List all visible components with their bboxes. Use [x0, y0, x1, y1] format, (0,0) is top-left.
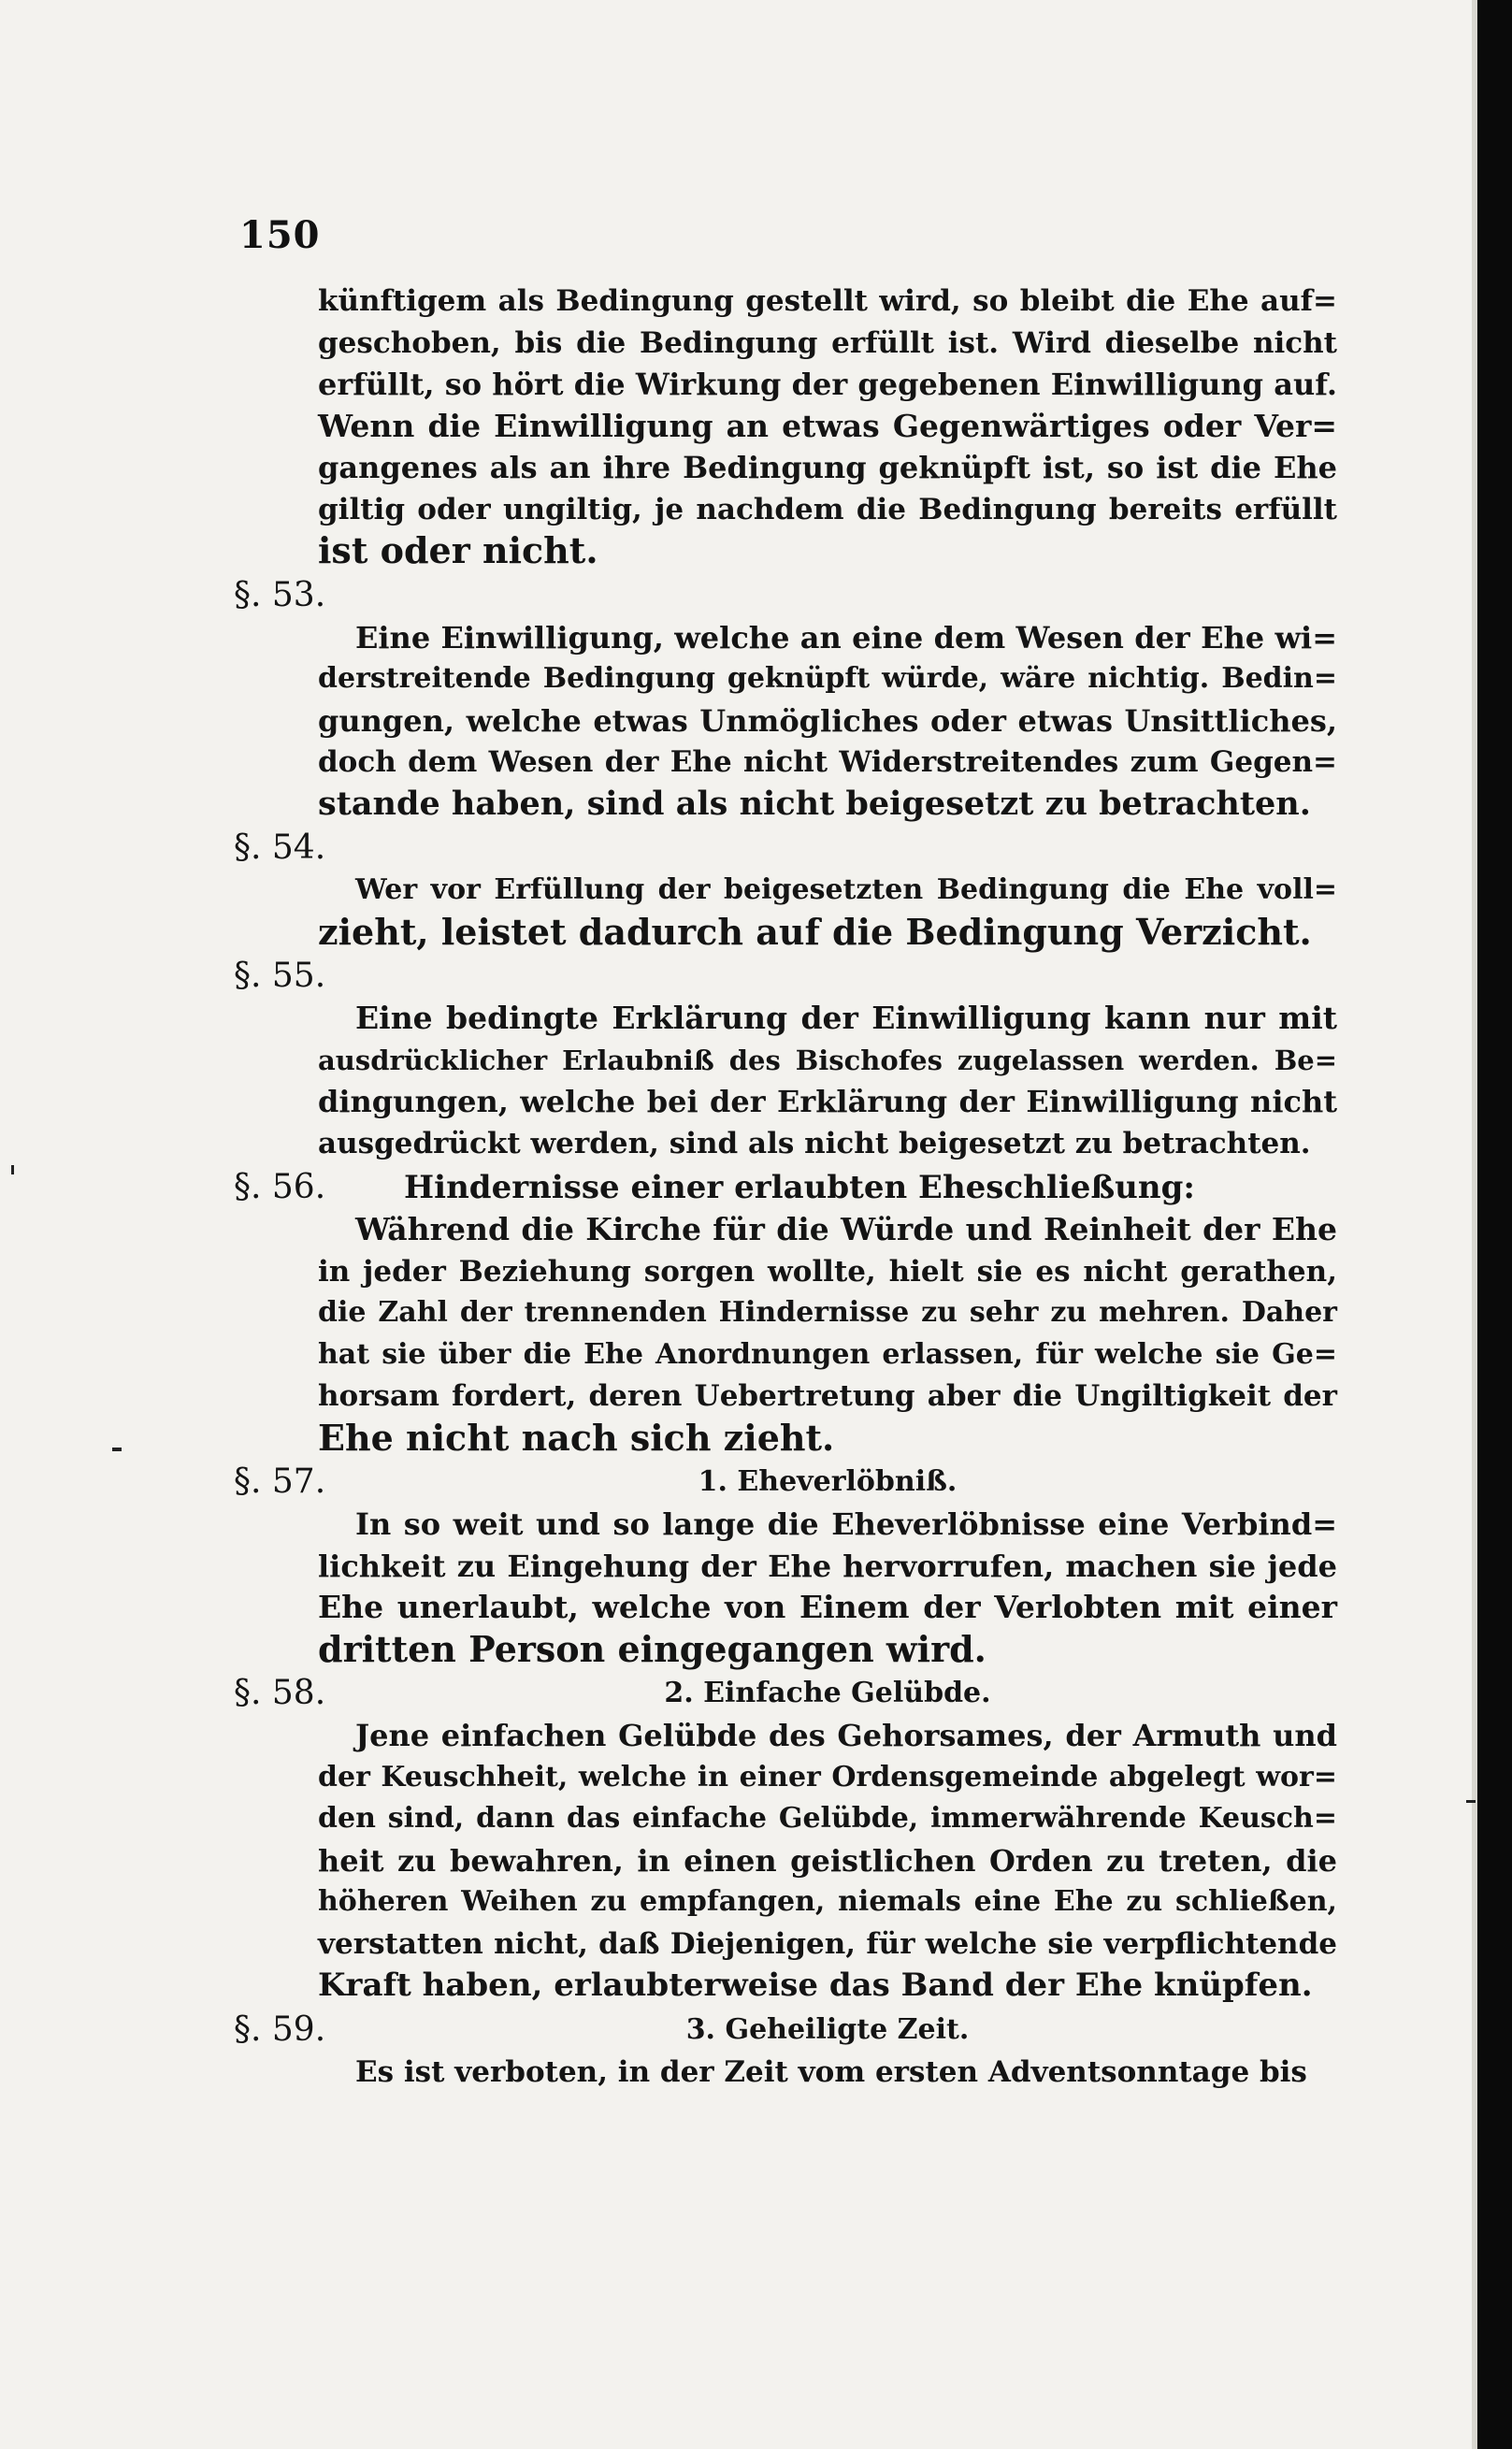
text-line: In so weit und so lange die Eheverlöbnisse eine Verbind=: [355, 1506, 1337, 1542]
text-line: hat sie über die Ehe Anordnungen erlassen, für welche sie Ge=: [318, 1337, 1337, 1371]
text-line: Während die Kirche für die Würde und Reinheit der Ehe: [355, 1211, 1337, 1247]
scan-border: [1479, 0, 1512, 2449]
text-line: stande haben, sind als nicht beigesetzt zu betrachten.: [318, 784, 1311, 823]
text-line: Wer vor Erfüllung der beigesetzten Bedingung die Ehe voll=: [355, 873, 1337, 906]
section: [234, 1672, 1337, 2007]
section-number: §. 59.: [234, 2010, 326, 2049]
section-number: §. 54.: [234, 828, 326, 867]
intro-paragraph: [318, 281, 1337, 572]
text-line: horsam fordert, deren Uebertretung aber die Ungiltigkeit der: [318, 1379, 1337, 1413]
section-header: [234, 1672, 1337, 1715]
section-header: [234, 1461, 1337, 1504]
text-line: der Keuschheit, welche in einer Ordensgemeinde abgelegt wor=: [318, 1760, 1337, 1794]
scan-speck: [1466, 1800, 1476, 1803]
text-line: ausgedrückt werden, sind als nicht beigesetzt zu betrachten.: [318, 1126, 1311, 1160]
text-line: Eine Einwilligung, welche an eine dem Wesen der Ehe wi=: [355, 619, 1337, 655]
section-header: [234, 2009, 1337, 2052]
section-number: §. 56.: [234, 1168, 326, 1206]
section-header: [234, 574, 1337, 617]
text-line: Jene einfachen Gelübde des Gehorsames, der Armuth und: [355, 1718, 1337, 1753]
text-line: Es ist verboten, in der Zeit vom ersten Adventsonntage bis: [355, 2054, 1307, 2089]
section-heading: 3. Geheiligte Zeit.: [685, 2012, 970, 2046]
section-heading: Hindernisse einer erlaubten Eheschließung:: [404, 1169, 1195, 1206]
text-line: ist oder nicht.: [318, 529, 598, 571]
page-number: 150: [239, 213, 321, 257]
section-number: §. 55.: [234, 957, 326, 995]
section-number: §. 53.: [234, 575, 326, 614]
page-body: [234, 281, 1337, 2093]
text-line: höheren Weihen zu empfangen, niemals eine Ehe zu schließen,: [318, 1885, 1337, 1918]
section-heading: 2. Einfache Gelübde.: [664, 1677, 991, 1709]
text-line: den sind, dann das einfache Gelübde, immerwährende Keusch=: [318, 1802, 1337, 1835]
section: [234, 1461, 1337, 1670]
section-heading: 1. Eheverlöbniß.: [698, 1465, 958, 1498]
text-line: die Zahl der trennenden Hindernisse zu sehr zu mehren. Daher: [318, 1296, 1337, 1329]
section-header: [234, 827, 1337, 870]
text-line: ausdrücklicher Erlaubniß des Bischofes zugelassen werden. Be=: [318, 1044, 1337, 1076]
text-line: derstreitende Bedingung geknüpft würde, wäre nichtig. Bedin=: [318, 662, 1337, 695]
text-line: Eine bedingte Erklärung der Einwilligung kann nur mit: [355, 1000, 1337, 1036]
text-line: heit zu bewahren, in einen geistlichen Orden zu treten, die: [318, 1842, 1337, 1879]
section-number: §. 58.: [234, 1674, 326, 1712]
text-line: Ehe unerlaubt, welche von Einem der Verlobten mit einer: [318, 1589, 1337, 1625]
section: [234, 827, 1337, 953]
text-line: zieht, leistet dadurch auf die Bedingung Verzicht.: [318, 910, 1312, 953]
text-line: verstatten nicht, daß Diejenigen, für welche sie verpflichtende: [318, 1926, 1337, 1961]
text-line: doch dem Wesen der Ehe nicht Widerstreitendes zum Gegen=: [318, 745, 1337, 779]
text-line: dritten Person eingegangen wird.: [318, 1627, 986, 1670]
section: [234, 574, 1337, 826]
section: [234, 1166, 1337, 1459]
text-line: Kraft haben, erlaubterweise das Band der Ehe knüpfen.: [318, 1966, 1313, 2004]
section: [234, 955, 1337, 1164]
text-line: gungen, welche etwas Unmögliches oder etwas Unsittliches,: [318, 702, 1337, 739]
text-line: Wenn die Einwilligung an etwas Gegenwärtiges oder Ver=: [318, 407, 1337, 444]
section-header: [234, 955, 1337, 998]
scan-speck: [11, 1165, 14, 1174]
scan-speck: [112, 1448, 122, 1451]
text-line: giltig oder ungiltig, je nachdem die Bedingung bereits erfüllt: [318, 492, 1337, 526]
text-line: erfüllt, so hört die Wirkung der gegebenen Einwilligung auf.: [318, 367, 1337, 402]
section: [234, 2009, 1337, 2094]
section-number: §. 57.: [234, 1462, 326, 1501]
text-line: gangenes als an ihre Bedingung geknüpft ist, so ist die Ehe: [318, 450, 1337, 485]
text-line: in jeder Beziehung sorgen wollte, hielt sie es nicht gerathen,: [318, 1254, 1337, 1289]
sections: [234, 574, 1337, 2094]
text-line: geschoben, bis die Bedingung erfüllt ist. Wird dieselbe nicht: [318, 325, 1337, 360]
text-line: künftigem als Bedingung gestellt wird, so bleibt die Ehe auf=: [318, 284, 1337, 318]
text-line: Ehe nicht nach sich zieht.: [318, 1416, 835, 1459]
text-line: dingungen, welche bei der Erklärung der Einwilligung nicht: [318, 1084, 1337, 1119]
text-line: lichkeit zu Eingehung der Ehe hervorrufen, machen sie jede: [318, 1548, 1337, 1584]
section-header: [234, 1166, 1337, 1209]
